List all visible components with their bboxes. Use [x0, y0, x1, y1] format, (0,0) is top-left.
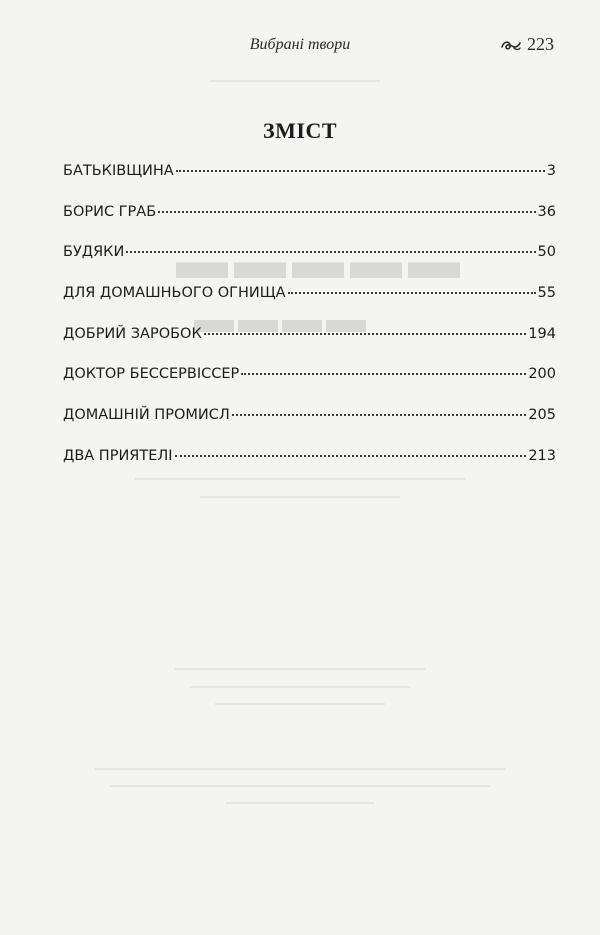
toc-entry-title: ДОМАШНІЙ ПРОМИСЛ	[63, 407, 230, 424]
dot-leader	[241, 373, 526, 375]
reverse-side-show-through-2: ▬▬▬▬	[190, 296, 366, 341]
flourish-icon	[500, 38, 522, 52]
reverse-side-line	[200, 496, 400, 498]
reverse-side-show-through: ▬▬▬▬▬	[170, 233, 460, 290]
reverse-side-line	[215, 703, 385, 705]
page-number-value: 223	[527, 34, 554, 54]
dot-leader	[158, 211, 535, 213]
toc-entry	[63, 366, 556, 407]
contents-heading: ЗМІСТ	[263, 118, 337, 143]
dot-leader	[204, 333, 527, 335]
toc-entry	[63, 448, 556, 489]
toc-entry	[63, 407, 556, 448]
toc-entry-page: 3	[546, 163, 556, 179]
reverse-side-line	[210, 80, 380, 82]
toc-entry-page: 55	[537, 285, 556, 302]
toc-entry	[63, 285, 556, 326]
dot-leader	[232, 414, 527, 416]
toc-entry-title: ДОКТОР БЕССЕРВІССЕР	[63, 366, 240, 383]
reverse-side-line	[225, 802, 375, 804]
reverse-side-line	[175, 668, 425, 670]
dot-leader	[126, 251, 535, 253]
toc-entry	[63, 244, 556, 285]
running-header-title: Вибрані твори	[249, 36, 351, 53]
toc-entry-title: ДВА ПРИЯТЕЛІ	[63, 447, 173, 464]
toc-entry-page: 194	[528, 325, 556, 342]
table-of-contents	[63, 163, 556, 489]
toc-entry	[63, 204, 556, 245]
toc-entry-page: 205	[528, 407, 556, 424]
toc-entry-title: БАТЬКІВЩИНА	[63, 163, 174, 179]
dot-leader	[175, 455, 527, 457]
toc-entry-title: БОРИС ГРАБ	[63, 203, 157, 220]
reverse-side-line	[190, 686, 410, 688]
reverse-side-line	[110, 785, 490, 787]
dot-leader	[288, 292, 536, 294]
toc-entry-title: БУДЯКИ	[63, 244, 125, 261]
toc-entry	[63, 163, 556, 204]
toc-entry-page: 50	[537, 244, 556, 261]
dot-leader	[176, 170, 545, 172]
reverse-side-line	[95, 768, 505, 770]
toc-entry-title: ДЛЯ ДОМАШНЬОГО ОГНИЩА	[63, 285, 286, 302]
toc-entry-page: 36	[537, 203, 556, 220]
toc-entry-title: ДОБРИЙ ЗАРОБОК	[63, 325, 202, 342]
page-number	[500, 34, 554, 55]
toc-entry	[63, 326, 556, 367]
toc-entry-page: 200	[528, 366, 556, 383]
toc-entry-page: 213	[528, 447, 556, 464]
